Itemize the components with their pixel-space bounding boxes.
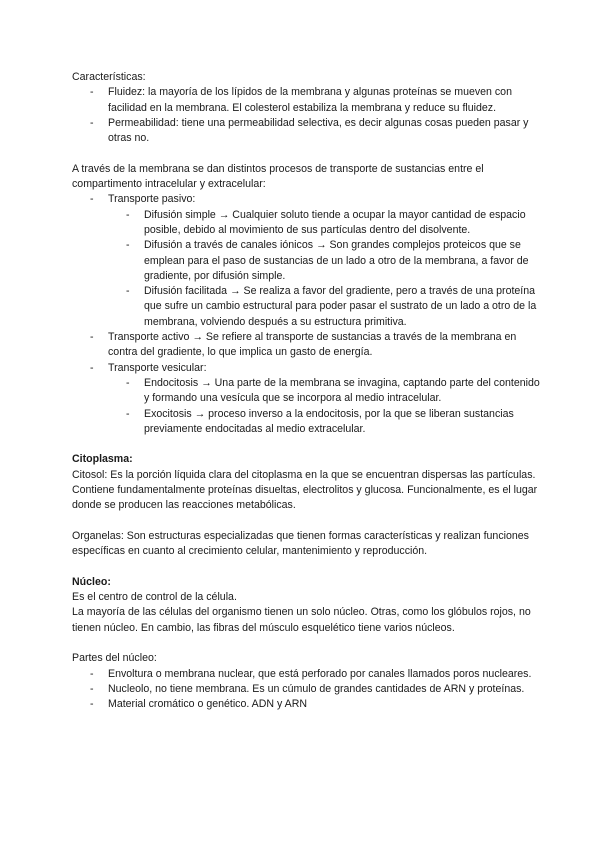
cytosol-paragraph: Citosol: Es la porción líquida clara del citoplasma en la que se encuentran dispersas las partículas. Contiene fundamentalmente proteínas disueltas, electrolitos y glucosa. Funcionalmente, es el lugar donde se producen las reacciones metabólicas. xyxy=(72,468,538,512)
passive-list xyxy=(108,208,540,330)
nucleus-parts-label: Partes del núcleo: xyxy=(72,652,157,665)
list-item-active: - Transporte activo → Se refiere al transporte de sustancias a través de la membrana en contra del gradiente, lo que implica un gasto de energía. xyxy=(72,330,540,361)
characteristics-list xyxy=(72,85,540,146)
list-item-passive xyxy=(72,192,540,330)
list-item-vesicular xyxy=(72,361,540,437)
list-item: - Difusión a través de canales iónicos → Son grandes complejos proteicos que se emplean para el paso de sustancias de un lado a otro de la membrana, a favor de gradiente, por difusión simple. xyxy=(108,238,540,284)
list-item: - Endocitosis → Una parte de la membrana se invagina, captando parte del contenido y formando una vesícula que se incorpora al medio intracelular. xyxy=(108,376,540,407)
transport-list xyxy=(72,192,540,437)
list-item: - Nucleolo, no tiene membrana. Es un cúmulo de grandes cantidades de ARN y proteínas. xyxy=(72,682,540,697)
characteristics-label: Características: xyxy=(72,71,146,83)
nucleus-heading: Núcleo: xyxy=(72,575,111,588)
list-item: - Difusión simple → Cualquier soluto tiende a ocupar la mayor cantidad de espacio posible, debido al movimiento de sus partículas dentro del disolvente. xyxy=(108,208,540,239)
transport-intro: A través de la membrana se dan distintos procesos de transporte de sustancias entre el compartimento intracelular y extracelular: xyxy=(72,162,484,191)
list-item: - Difusión facilitada → Se realiza a favor del gradiente, pero a través de una proteína que sufre un cambio estructural para poder pasar el sustrato de un lado a otro de la membrana, volviendo después a su estructura primitiva. xyxy=(108,284,540,330)
nucleus-line-1: Es el centro de control de la célula. xyxy=(72,591,237,604)
list-item: - Material cromático o genético. ADN y ARN xyxy=(72,697,540,712)
list-item: - Permeabilidad: tiene una permeabilidad selectiva, es decir algunas cosas pueden pasar y otras no. xyxy=(72,116,540,147)
list-item: - Fluidez: la mayoría de los lípidos de la membrana y algunas proteínas se mueven con facilidad en la membrana. El colesterol estabiliza la membrana y reduce su fluidez. xyxy=(72,85,540,116)
list-item: - Exocitosis → proceso inverso a la endocitosis, por la que se liberan sustancias previamente endocitadas al medio extracelular. xyxy=(108,407,540,438)
passive-label: Transporte pasivo: xyxy=(108,193,196,206)
cytoplasm-heading: Citoplasma: xyxy=(72,453,133,466)
nucleus-parts-list xyxy=(72,667,540,713)
organelles-paragraph: Organelas: Son estructuras especializadas que tienen formas características y realizan funciones específicas en cuanto al crecimiento celular, mantenimiento y reproducción. xyxy=(72,529,529,558)
vesicular-list xyxy=(108,376,540,437)
nucleus-line-2: La mayoría de las células del organismo tienen un solo núcleo. Otras, como los glóbulos rojos, no tienen núcleo. En cambio, las fibras del músculo esquelético tiene varios núcleos. xyxy=(72,606,531,634)
vesicular-label: Transporte vesicular: xyxy=(108,361,207,374)
list-item: - Envoltura o membrana nuclear, que está perforado por canales llamados poros nucleares. xyxy=(72,667,540,682)
